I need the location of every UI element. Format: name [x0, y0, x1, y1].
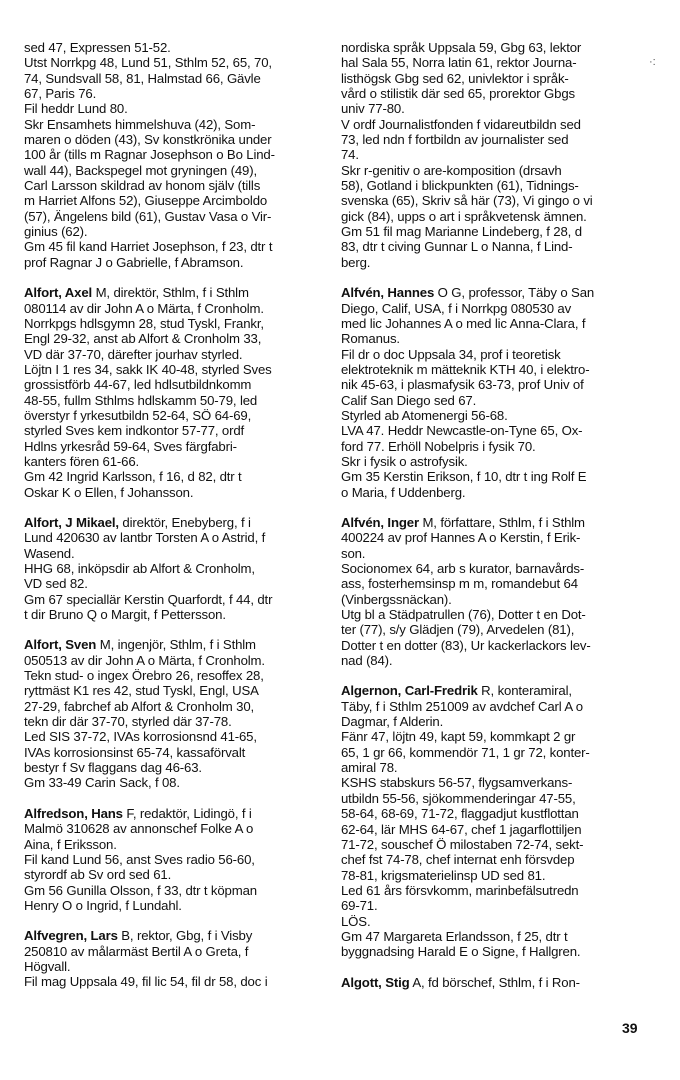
entry-line: Fil kand Lund 56, anst Sves radio 56-60, [24, 851, 255, 867]
entry-line [341, 975, 640, 990]
entry-line [24, 806, 324, 821]
entry-line: Wasend. [24, 545, 75, 561]
entry-line: VD sed 82. [24, 576, 88, 592]
entry [24, 637, 324, 790]
entry-line: Dagmar, f Alderin. [341, 714, 444, 730]
entry-line: HHG 68, inköpsdir ab Alfort & Cronholm, [24, 561, 255, 576]
entry-line: bestyr f Sv flaggans dag 46-63. [24, 760, 202, 776]
entry-line: tekn dir där 37-70, styrled där 37-78. [24, 714, 232, 730]
entry-line: Socionomex 64, arb s kurator, barnavårds- [341, 561, 585, 576]
entry-line: t dir Bruno Q o Margit, f Pettersson. [24, 607, 226, 623]
entry-line: Gm 35 Kerstin Erikson, f 10, dtr t ing Rolf E [341, 469, 587, 485]
entry-line: 71-72, souschef Ö milostaben 72-74, sekt- [341, 836, 584, 852]
entry-line: Fänr 47, löjtn 49, kapt 59, kommkapt 2 gr [341, 729, 576, 745]
entry-line: 27-29, fabrchef ab Alfort & Cronholm 30, [24, 698, 255, 714]
entry-name: Alfredson, Hans [24, 805, 123, 821]
entry [341, 683, 640, 959]
entry-name: Alfvén, Inger [341, 514, 419, 530]
entry-name: Alfvegren, Lars [24, 928, 118, 944]
entry-text: M, författare, Sthlm, f i Sthlm [418, 514, 585, 530]
entry-line: Löjtn I 1 res 34, sakk IK 40-48, styrled Sves [24, 361, 272, 377]
entry-line: Gm 56 Gunilla Olsson, f 33, dtr t köpman [24, 882, 257, 898]
entry-line: 62-64, lär MHS 64-67, chef 1 jagarflottiljen [341, 821, 582, 837]
entry-line: 65, 1 gr 66, kommendör 71, 1 gr 72, konter- [341, 744, 590, 760]
entry-line: Carl Larsson skildrad av honom själv (tills [24, 178, 261, 194]
entry-line: Aina, f Eriksson. [24, 836, 117, 852]
entry-line: chef fst 74-78, chef internat enh försvdep [341, 852, 575, 868]
entry-line: berg. [341, 254, 371, 270]
entry-line: Gm 67 speciallär Kerstin Quarfordt, f 44, dtr [24, 591, 273, 607]
entry [341, 975, 640, 990]
entry-line: Romanus. [341, 331, 400, 347]
entry-line: Henry O o Ingrid, f Lundahl. [24, 897, 182, 913]
entry [24, 806, 324, 913]
entry-line: gick (84), upps o art i språkvetensk ämnen. [341, 208, 587, 224]
entry-line: ryttmäst K1 res 42, stud Tyskl, Engl, USA [24, 683, 259, 699]
entry-line: KSHS stabskurs 56-57, flygsamverkans- [341, 775, 573, 791]
entry-line: 58), Gotland i blickpunkten (61), Tidnings- [341, 178, 579, 194]
entry-line: Dotter t en dotter (83), Ur kackerlackors lev- [341, 637, 591, 653]
entry-text: A, fd börschef, Sthlm, f i Ron- [409, 974, 580, 990]
entry-line: Calif San Diego sed 67. [341, 392, 477, 408]
entry-line: Skr i fysik o astrofysik. [341, 453, 468, 469]
entry-line: styrled Sves kem indkontor 57-77, ordf [24, 423, 245, 439]
entry-text: M, ingenjör, Sthlm, f i Sthlm [96, 637, 256, 653]
entry-line: maren o döden (43), Sv konstkrönika under [24, 132, 272, 148]
entry-line [341, 515, 640, 530]
entry-line: (Vinbergssnäckan). [341, 591, 452, 607]
entry-line: Gm 47 Margareta Erlandsson, f 25, dtr t [341, 928, 568, 944]
entry-name: Alfort, Axel [24, 285, 93, 301]
entry-line: Gm 51 fil mag Marianne Lindeberg, f 28, d [341, 224, 582, 240]
entry-line: 83, dtr t civing Gunnar L o Nanna, f Lind- [341, 239, 573, 255]
entry-line: överstyr f yrkesutbildn 52-64, SÖ 64-69, [24, 407, 252, 423]
entry-line: grossistförb 44-67, led hdlsutbildnkomm [24, 377, 252, 393]
entry-line: Täby, f i Sthlm 251009 av avdchef Carl A o [341, 698, 583, 714]
entry-line [24, 515, 324, 530]
entry-line: Fil dr o doc Uppsala 34, prof i teoretisk [341, 346, 561, 362]
entry-line: son. [341, 545, 366, 561]
entry-line: IVAs korrosionsinst 65-74, kassaförvalt [24, 744, 246, 760]
entry-line: 78-81, krigsmaterielinsp UD sed 81. [341, 867, 546, 883]
entry-line: Fil heddr Lund 80. [24, 101, 128, 117]
entry-text: O G, professor, Täby o San [434, 285, 595, 301]
entry-line: 400224 av prof Hannes A o Kerstin, f Erik- [341, 530, 581, 546]
entry-line: Skr Ensamhets himmelshuva (42), Som- [24, 116, 256, 132]
entry-line: byggnadsing Harald E o Signe, f Hallgren. [341, 944, 581, 960]
entry-line: Lund 420630 av lantbr Torsten A o Astrid, f [24, 530, 266, 546]
entry-line [341, 285, 640, 300]
entry-line: Fil mag Uppsala 49, fil lic 54, fil dr 58, doc i [24, 974, 268, 990]
entry-line: 74, Sundsvall 58, 81, Halmstad 66, Gävle [24, 70, 261, 86]
entry-line: Skr r-genitiv o are-komposition (drsavh [341, 162, 562, 178]
page-number: 39 [622, 1020, 638, 1036]
entry-line [341, 683, 640, 698]
entry-line: kanters fören 61-66. [24, 453, 140, 469]
entry-line: univ 77-80. [341, 101, 405, 117]
right-column [341, 40, 640, 1005]
entry-line: ginius (62). [24, 224, 88, 240]
entry-line: 73, led ndn f fortbildn av journalister sed [341, 132, 569, 148]
entry-line: 67, Paris 76. [24, 86, 97, 102]
entry-line: Gm 33-49 Carin Sack, f 08. [24, 775, 180, 791]
entry-line: styrordf ab Sv ord sed 61. [24, 867, 172, 883]
entry-line: Gm 42 Ingrid Karlsson, f 16, d 82, dtr t [24, 469, 242, 485]
entry-line: ter (77), s/y Glädjen (79), Arvedelen (81), [341, 622, 575, 638]
entry-line: nik 45-63, i plasmafysik 63-73, prof Univ of [341, 377, 584, 393]
entry [341, 285, 640, 500]
entry-line: (57), Ängelens bild (61), Gustav Vasa o Vir- [24, 208, 272, 224]
entry [24, 515, 324, 622]
entry-line: svenska (65), Skriv så här (73), Vi gingo o vi [341, 193, 593, 209]
entry-line: elektroteknik m mätteknik KTH 40, i elektro- [341, 361, 590, 377]
entry-line: Norrkpgs hdlsgymn 28, stud Tyskl, Frankr, [24, 315, 264, 331]
entry [24, 285, 324, 500]
entry-line: Diego, Calif, USA, f i Norrkpg 080530 av [341, 300, 572, 316]
entry-name: Alfort, J Mikael, [24, 514, 119, 530]
entry-line: Utg bl a Städpatrullen (76), Dotter t en Dot- [341, 607, 586, 623]
entry-text: R, konteramiral, [477, 683, 572, 699]
entry [341, 40, 640, 270]
entry [341, 515, 640, 668]
entry-line: Led SIS 37-72, IVAs korrosionsnd 41-65, [24, 729, 257, 745]
entry-line: Led 61 års försvkomm, marinbefälsutredn [341, 882, 579, 898]
entry-line: Oskar K o Ellen, f Johansson. [24, 484, 194, 500]
entry-line: Engl 29-32, anst ab Alfort & Cronholm 33, [24, 331, 262, 347]
entry-line: Malmö 310628 av annonschef Folke A o [24, 821, 254, 837]
stray-mark: ·: [649, 56, 656, 68]
left-column [24, 40, 324, 1005]
entry-line: nordiska språk Uppsala 59, Gbg 63, lektor [341, 40, 582, 55]
entry-line: nad (84). [341, 653, 393, 669]
entry-name: Algernon, Carl-Fredrik [341, 683, 478, 699]
entry-line: ass, fosterhemsinsp m m, romandebut 64 [341, 576, 578, 592]
entry-line [24, 637, 324, 652]
entry-line: VD där 37-70, därefter jourhav styrled. [24, 346, 243, 362]
entry-line: 050513 av dir John A o Märta, f Cronholm. [24, 652, 265, 668]
entry-line: ford 77. Erhöll Nobelpris i fysik 70. [341, 438, 536, 454]
entry [24, 40, 324, 270]
entry-line [24, 285, 324, 300]
entry-line: vård o stilistik där sed 65, prorektor Gbgs [341, 86, 575, 102]
entry-line: 080114 av dir John A o Märta, f Cronholm. [24, 300, 264, 316]
entry-text: B, rektor, Gbg, f i Visby [117, 928, 253, 944]
entry-line: Tekn stud- o ingex Örebro 26, resoffex 28, [24, 668, 264, 684]
entry-line: V ordf Journalistfonden f vidareutbildn sed [341, 116, 581, 132]
entry-line: Högvall. [24, 958, 71, 974]
entry-line: 58-64, 68-69, 71-72, flaggadjut kustflottan [341, 806, 579, 822]
entry-line: prof Ragnar J o Gabrielle, f Abramson. [24, 254, 244, 270]
entry-line: wall 44), Backspegel mot gryningen (49), [24, 162, 257, 178]
entry-text: F, redaktör, Lidingö, f i [122, 805, 252, 821]
entry-line: Gm 45 fil kand Harriet Josephson, f 23, dtr t [24, 239, 273, 255]
entry-line: amiral 78. [341, 760, 398, 776]
entry-line: 74. [341, 147, 359, 163]
entry-name: Alfort, Sven [24, 637, 97, 653]
entry-text: M, direktör, Sthlm, f i Sthlm [92, 285, 249, 301]
entry-line: Styrled ab Atomenergi 56-68. [341, 407, 508, 423]
entry-line: 69-71. [341, 898, 378, 914]
entry-line: o Maria, f Uddenberg. [341, 484, 466, 500]
entry-line: sed 47, Expressen 51-52. [24, 40, 171, 55]
entry-line: utbildn 55-56, sjökommenderingar 47-55, [341, 790, 576, 806]
entry-line: m Harriet Alfons 52), Giuseppe Arcimboldo [24, 193, 268, 209]
entry-line: 100 år (tills m Ragnar Josephson o Bo Lind- [24, 147, 275, 163]
entry-name: Algott, Stig [341, 974, 410, 990]
entry-line: LVA 47. Heddr Newcastle-on-Tyne 65, Ox- [341, 423, 583, 439]
entry-line: 48-55, fullm Sthlms hdlskamm 50-79, led [24, 392, 258, 408]
entry [24, 928, 324, 989]
entry-name: Alfvén, Hannes [341, 285, 435, 301]
entry-line: hal Sala 55, Norra latin 61, rektor Journa- [341, 55, 577, 71]
entry-line: listhögsk Gbg sed 62, univlektor i språk- [341, 70, 569, 86]
entry-text: direktör, Enebyberg, f i [118, 514, 251, 530]
entry-line: Hdlns yrkesråd 59-64, Sves färgfabri- [24, 438, 237, 454]
entry-line: Utst Norrkpg 48, Lund 51, Sthlm 52, 65, 70, [24, 55, 272, 71]
entry-line: LÖS. [341, 913, 371, 929]
entry-line [24, 928, 324, 943]
entry-line: 250810 av målarmäst Bertil A o Greta, f [24, 943, 249, 959]
entry-line: med lic Johannes A o med lic Anna-Clara, f [341, 315, 586, 331]
